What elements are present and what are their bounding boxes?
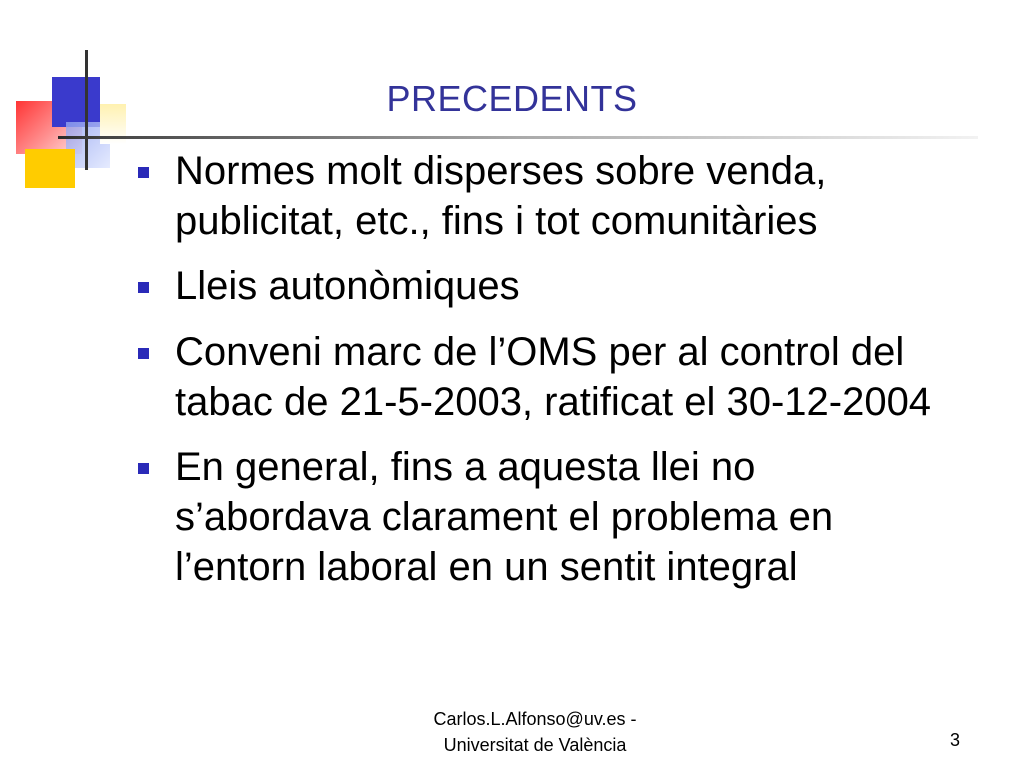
square-bullet-icon: [138, 167, 149, 178]
footer-author: [400, 706, 670, 758]
square-bullet-icon: [138, 463, 149, 474]
slide-title: PRECEDENTS: [386, 78, 638, 119]
bullet-text: Conveni marc de l’OMS per al control del tabac de 21-5-2003, ratificat el 30-12-2004: [175, 330, 932, 424]
title-underline: [58, 136, 978, 139]
bullet-item: [133, 261, 953, 311]
bullet-item: [133, 442, 953, 592]
footer-institution: Universitat de València: [443, 735, 627, 755]
bullet-list: [133, 146, 953, 607]
footer-email: Carlos.L.Alfonso@uv.es -: [433, 709, 637, 729]
square-bullet-icon: [138, 282, 149, 293]
bullet-text: Normes molt disperses sobre venda, publicitat, etc., fins i tot comunitàries: [175, 149, 827, 243]
logo-yellow-square: [25, 149, 75, 188]
bullet-item: [133, 146, 953, 246]
bullet-text: Lleis autonòmiques: [175, 264, 520, 308]
bullet-item: [133, 327, 953, 427]
square-bullet-icon: [138, 348, 149, 359]
bullet-text: En general, fins a aquesta llei no s’abordava clarament el problema en l’entorn laboral en un sentit integral: [175, 445, 834, 589]
page-number: 3: [950, 730, 961, 750]
